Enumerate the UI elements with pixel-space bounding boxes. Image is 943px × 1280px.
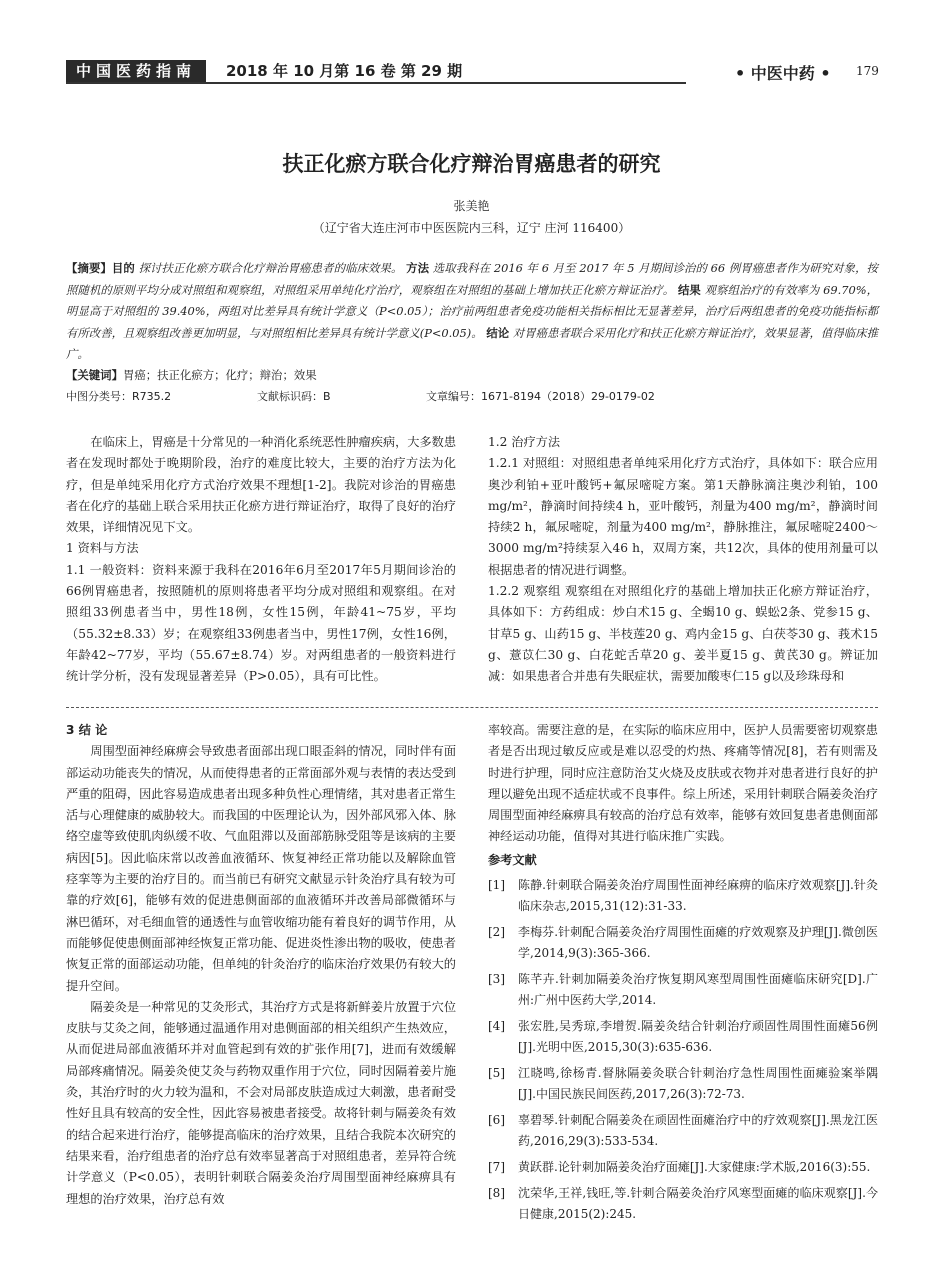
reference-item: [5] 江晓鸣,徐杨青.督脉隔姜灸联合针刺治疗急性周围性面瘫验案举隅[J].中国民族民间医药,2017,26(3):72-73. [488,1066,878,1102]
conclusion-label: 结论 [486,325,510,340]
clc-number: 中图分类号：R735.2 [66,390,172,403]
keywords-label: 【关键词】 [66,368,123,382]
objective-text: 探讨扶正化瘀方联合化疗辩治胃癌患者的临床效果。 [138,261,403,275]
reference-item: [6] 辜碧琴.针刺配合隔姜灸在顽固性面瘫治疗中的疗效观察[J].黑龙江医药,2016,29(3):533-534. [488,1113,878,1149]
section-label: • 中医中药 • [735,64,831,83]
keywords [66,365,878,385]
objective-label: 目的 [111,261,135,275]
journal-name: 中国医药指南 [66,60,206,82]
intro-paragraph: 在临床上，胃癌是十分常见的一种消化系统恶性肿瘤疾病，大多数患者在发现时都处于晚期阶段，治疗的难度比较大，主要的治疗方法为化疗，但是单纯采用化疗方式治疗效果不理想[1-2]。我院对诊治的胃癌患者在化疗的基础上联合采用扶正化瘀方进行辩证治疗，取得了良好的治疗效果，详细情况见下文。 [66,435,457,535]
author: 张美艳 [453,199,490,213]
issue-info: 2018 年 10 月第 16 卷 第 29 期 [226,62,463,80]
section-1-1-paragraph: 1.1 一般资料：资料来源于我科在2016年6月至2017年5月期间诊治的66例胃癌患者，按照随机的原则将患者平均分成对照组和观察组。在对照组33例患者当中，男性18例，女性15例，年龄41~75岁，平均（55.32±8.33）岁；在观察组33例患者当中，男性17例，女性16例，年龄42~77岁，平均（55.67±8.74）岁。对两组患者的一般资料进行统计学分析，没有发现显著差异（P>0.05），具有可比性。 [66,562,456,684]
abstract-label: 【摘要】 [66,261,112,275]
conclusion-paragraph-1: 周围型面神经麻痹会导致患者面部出现口眼歪斜的情况，同时伴有面部运动功能丧失的情况，从而使得患者的正常面部外观与表情的表达受到严重的阻碍，因此容易造成患者出现多种负性心理情绪，其对患者正常生活与心理健康的威胁较大。而我国的中医理论认为，因外部风邪入体、脉络空虚等致使肌肉纵缓不收、气血阻滞以及面部筋脉受阻等是该病的主要病因[5]。因此临床常以改善血液循环、恢复神经正常功能以及解除血管痉挛等为主要的治疗目的。而当前已有研究文献显示针灸治疗具有较为可靠的疗效[6]，能够有效的促进患侧面部的血液循环并改善局部微循环与淋巴循环，对毛细血管的通透性与血管收缩功能有着良好的调节作用，从而能够促使患侧面部神经恢复正常功能、促进炎性渗出物的吸收，使患者恢复正常的面部运动功能，但单纯的针灸治疗的临床治疗效果仍有较大的提升空间。 [66,744,457,993]
abstract [66,258,878,366]
methods-text: 选取我科在 2016 年 6 月至 2017 年 5 月期间诊治的 66 例胃癌患者作为研究对象，按照随机的原则平均分成对照组和观察组，对照组采用单纯化疗治疗，观察组在对照组的基础上增加扶正化瘀方辩证治疗。 [66,261,878,297]
methods-label: 方法 [406,261,430,275]
section-1-2-1-paragraph: 1.2.1 对照组：对照组患者单纯采用化疗方式治疗，具体如下：联合应用奥沙利铂+亚叶酸钙+氟尿嘧啶方案。第1天静脉滴注奥沙利铂，100 mg/m²，静滴时间持续4 h，亚叶酸钙，剂量为400 mg/m²，静滴时间持续2 h，氟尿嘧啶，剂量为400 mg/m²，静脉推注，氟尿嘧啶2400～3000 mg/m²持续泵入46 h，双周方案，共12次，具体的使用剂量可以根据患者的情况进行调整。 [488,456,878,577]
reference-item: [4] 张宏胜,吴秀琼,李增贺.隔姜灸结合针刺治疗顽固性周围性面瘫56例[J].光明中医,2015,30(3):635-636. [488,1019,878,1055]
article-number: 文章编号：1671-8194（2018）29-0179-02 [426,390,655,403]
reference-item: [7] 黄跃群.论针刺加隔姜灸治疗面瘫[J].大家健康:学术版,2016(3):55. [488,1160,871,1175]
reference-item: [1] 陈静.针刺联合隔姜灸治疗周围性面神经麻痹的临床疗效观察[J].针灸临床杂志,2015,31(12):31-33. [488,878,878,914]
conclusion-paragraph-2: 隔姜灸是一种常见的艾灸形式，其治疗方式是将新鲜姜片放置于穴位皮肤与艾灸之间，能够通过温通作用对患侧面部的相关组织产生热效应，从而促进局部血液循环并对血管起到有效的扩张作用[7]，进而有效缓解局部疼痛情况。隔姜灸使艾灸与药物双重作用于穴位，同时因隔着姜片施灸，其治疗时的火力较为温和，不会对局部皮肤造成过大刺激，患者耐受性好且具有较高的安全性，因此容易被患者接受。故将针刺与隔姜灸有效的结合起来进行治疗，能够提高临床的治疗效果，且结合我院本次研究的结果来看，治疗组患者的治疗总有效率显著高于对照组患者，差异符合统计学意义（P<0.05），表明针刺联合隔姜灸治疗周围型面神经麻痹具有理想的治疗效果，治疗总有效 [66,999,457,1206]
affiliation: （辽宁省大连庄河市中医医院内三科，辽宁 庄河 116400） [312,221,631,235]
right-column-upper [488,432,878,688]
conclusion-paragraph-3: 率较高。需要注意的是，在实际的临床应用中，医护人员需要密切观察患者是否出现过敏反应或是难以忍受的灼热、疼痛等情况[8]，若有则需及时进行护理，同时应注意防治艾火烧及皮肤或衣物并对患者进行良好的护理以避免出现不适症状或不良事件。综上所述，采用针刺联合隔姜灸治疗周围型面神经麻痹具有较高的治疗总有效率，能够有效回复患者患侧面部神经运动功能，值得对其进行临床推广实践。 [488,723,878,844]
header-rule [66,82,686,84]
left-column-upper [66,432,456,688]
document-code: 文献标识码：B [257,390,331,403]
keywords-text: 胃癌；扶正化瘀方；化疗；辩治；效果 [122,368,317,382]
article-title: 扶正化瘀方联合化疗辩治胃癌患者的研究 [282,152,661,176]
section-1-2-2-paragraph: 1.2.2 观察组 观察组在对照组化疗的基础上增加扶正化瘀方辩证治疗，具体如下：方药组成：炒白术15 g、全蝎10 g、蜈蚣2条、党参15 g、甘草5 g、山药15 g、半枝莲20 g、鸡内金15 g、白茯苓30 g、莪术15 g、薏苡仁30 g、白花蛇舌草20 g、姜半夏15 g、黄芪30 g。辨证加减：如果患者合并患有失眠症状，需要加酸枣仁15 g以及珍珠母和 [488,584,878,684]
results-text: 观察组治疗的有效率为 69.70%，明显高于对照组的 39.40%，两组对比差异具有统计学意义（P<0.05）；治疗前两组患者免疫功能相关指标相比无显著差异，治疗后两组患者的免疫功能指标都有所改善，且观察组改善更加明显，与对照组相比差异具有统计学意义(P<0.05)。 [66,282,878,340]
section-1-2-heading: 1.2 治疗方法 [488,435,561,449]
section-1-heading: 1 资料与方法 [66,541,139,556]
reference-item: [8] 沈荣华,王祥,钱旺,等.针刺合隔姜灸治疗风寒型面瘫的临床观察[J].今日健康,2015(2):245. [488,1186,878,1222]
section-3-heading: 3 结 论 [66,723,108,737]
reference-item: [2] 李梅芬.针刺配合隔姜灸治疗周围性面瘫的疗效观察及护理[J].微创医学,2014,9(3):365-366. [488,925,878,961]
references-heading: 参考文献 [488,852,537,867]
results-label: 结果 [677,282,701,297]
left-column-lower [66,720,456,1210]
reference-item: [3] 陈芊卉.针刺加隔姜灸治疗恢复期风寒型周围性面瘫临床研究[D].广州:广州中医药大学,2014. [488,972,878,1008]
right-column-lower [488,720,878,1230]
section-separator [66,707,878,708]
page-number: 179 [856,64,879,78]
conclusion-text: 对胃癌患者联合采用化疗和扶正化瘀方辩证治疗，效果显著，值得临床推广。 [66,325,878,361]
reference-list [488,875,878,1225]
